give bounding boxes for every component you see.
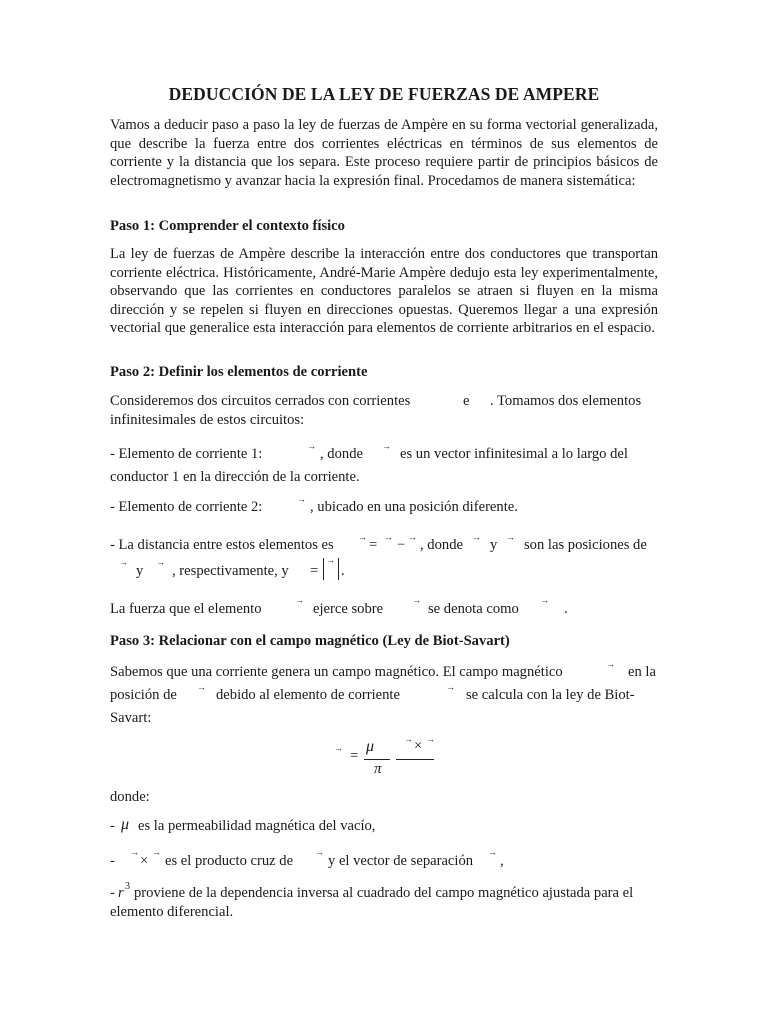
paso3-line1-b: en la xyxy=(628,664,656,680)
bullet2-text: es el producto cruz de xyxy=(165,853,294,869)
vector-arrow-icon: → xyxy=(404,734,413,744)
eq-mu: μ xyxy=(366,738,375,755)
donde-label: donde: xyxy=(110,789,150,805)
bullet1-mu: μ xyxy=(121,816,130,833)
distancia-posiciones: son las posiciones de xyxy=(524,537,647,553)
vector-arrow-icon: → xyxy=(384,532,393,542)
vector-arrow-icon: → xyxy=(606,659,615,669)
vector-arrow-icon: → xyxy=(472,532,481,542)
bullet3-r: r xyxy=(118,885,124,901)
vector-arrow-icon: → xyxy=(315,847,324,857)
paso2-heading: Paso 2: Definir los elementos de corriente xyxy=(110,364,368,380)
paso2-line1-a: Consideremos dos circuitos cerrados con corrientes xyxy=(110,393,411,409)
elemento1-desc2: conductor 1 en la dirección de la corriente. xyxy=(110,469,360,485)
vector-arrow-icon: → xyxy=(119,557,128,567)
eq-equals: = xyxy=(350,748,359,764)
paso2-line1-b: e xyxy=(463,393,470,409)
vector-arrow-icon: → xyxy=(130,847,139,857)
fuerza-c: se denota como xyxy=(428,601,519,617)
distancia-y: y xyxy=(490,537,498,553)
elemento2-desc: , ubicado en una posición diferente. xyxy=(310,499,518,515)
intro-paragraph: Vamos a deducir paso a paso la ley de fuerzas de Ampère en su forma vectorial generalizada, que describe la fuerza entre dos corrientes eléctricas en términos de sus elementos de corriente y la distancia que los separa. Este proceso requiere partir de principios básicos de electromagnetismo y avanzar hacia la expresión final. Procedamos de manera sistemática: xyxy=(110,117,658,189)
vector-arrow-icon: → xyxy=(297,494,306,504)
fuerza-a: La fuerza que el elemento xyxy=(110,601,262,617)
vector-arrow-icon: → xyxy=(446,682,455,692)
vector-arrow-icon: → xyxy=(382,441,391,451)
vector-arrow-icon: → xyxy=(295,595,304,605)
abs-bar-left xyxy=(323,558,324,580)
vector-arrow-icon: → xyxy=(326,555,335,565)
distancia-y2: y xyxy=(136,563,144,579)
vector-arrow-icon: → xyxy=(156,557,165,567)
elemento1-desc: es un vector infinitesimal a lo largo del xyxy=(400,446,628,462)
distancia-end: . xyxy=(341,563,345,579)
bullet3-text2: elemento diferencial. xyxy=(110,904,234,920)
paso3-heading: Paso 3: Relacionar con el campo magnético (Ley de Biot-Savart) xyxy=(110,633,510,649)
vector-arrow-icon: → xyxy=(506,532,515,542)
bullet1-dash: - xyxy=(110,818,115,834)
vector-arrow-icon: → xyxy=(334,743,343,753)
paso3-line2-c: se calcula con la ley de Biot- xyxy=(466,687,635,703)
distancia-eq: = xyxy=(369,537,378,553)
fuerza-b: ejerce sobre xyxy=(313,601,384,617)
abs-bar-right xyxy=(338,558,339,580)
distancia-label: - La distancia entre estos elementos es xyxy=(110,537,334,553)
bullet2-text2: y el vector de separación xyxy=(328,853,474,869)
paso2-line2: infinitesimales de estos circuitos: xyxy=(110,412,305,428)
vector-arrow-icon: → xyxy=(152,847,161,857)
paso1-heading: Paso 1: Comprender el contexto físico xyxy=(110,218,345,234)
vector-arrow-icon: → xyxy=(408,532,417,542)
bullet2-dash: - xyxy=(110,853,115,869)
paso3-line3: Savart: xyxy=(110,710,152,726)
vector-arrow-icon: → xyxy=(540,595,549,605)
elemento1-donde: , donde xyxy=(320,446,363,462)
eq-frac-bar-1 xyxy=(364,759,390,760)
distancia-eq2: = xyxy=(310,563,319,579)
eq-frac-bar-2 xyxy=(396,759,434,760)
bullet3-dash: - xyxy=(110,885,115,901)
vector-arrow-icon: → xyxy=(307,441,316,451)
vector-arrow-icon: → xyxy=(426,734,435,744)
bullet1-text: es la permeabilidad magnética del vacío, xyxy=(138,818,376,834)
distancia-donde: , donde xyxy=(420,537,463,553)
paso2-line1-c: . Tomamos dos elementos xyxy=(490,393,642,409)
eq-times: × xyxy=(414,738,423,754)
paso3-line1-a: Sabemos que una corriente genera un campo magnético. El campo magnético xyxy=(110,664,563,680)
elemento2-label: - Elemento de corriente 2: xyxy=(110,499,263,515)
page-title: DEDUCCIÓN DE LA LEY DE FUERZAS DE AMPERE xyxy=(168,84,600,104)
paso3-line2-b: debido al elemento de corriente xyxy=(216,687,400,703)
distancia-minus: − xyxy=(397,537,406,553)
eq-pi: π xyxy=(374,761,382,777)
bullet3-text: proviene de la dependencia inversa al cuadrado del campo magnético ajustada para el xyxy=(134,885,634,901)
bullet2-comma: , xyxy=(500,853,504,869)
fuerza-d: . xyxy=(564,601,568,617)
vector-arrow-icon: → xyxy=(488,847,497,857)
elemento1-label: - Elemento de corriente 1: xyxy=(110,446,263,462)
vector-arrow-icon: → xyxy=(358,532,367,542)
paso3-line2-a: posición de xyxy=(110,687,177,703)
vector-arrow-icon: → xyxy=(197,682,206,692)
vector-arrow-icon: → xyxy=(412,595,421,605)
distancia-respectivamente: , respectivamente, y xyxy=(172,563,289,579)
bullet3-exponent: 3 xyxy=(125,881,130,892)
bullet2-times: × xyxy=(140,853,149,869)
paso1-paragraph: La ley de fuerzas de Ampère describe la interacción entre dos conductores que transportan corriente eléctrica. Históricamente, André-Marie Ampère dedujo esta ley experimentalmente, observando que las corrientes en conductores paralelos se atraen si fluyen en la misma dirección y se repelen si fluyen en direcciones opuestas. Queremos llegar a una expresión vectorial que generalice esta interacción para elementos de corriente arbitrarios en el espacio. xyxy=(110,246,658,337)
